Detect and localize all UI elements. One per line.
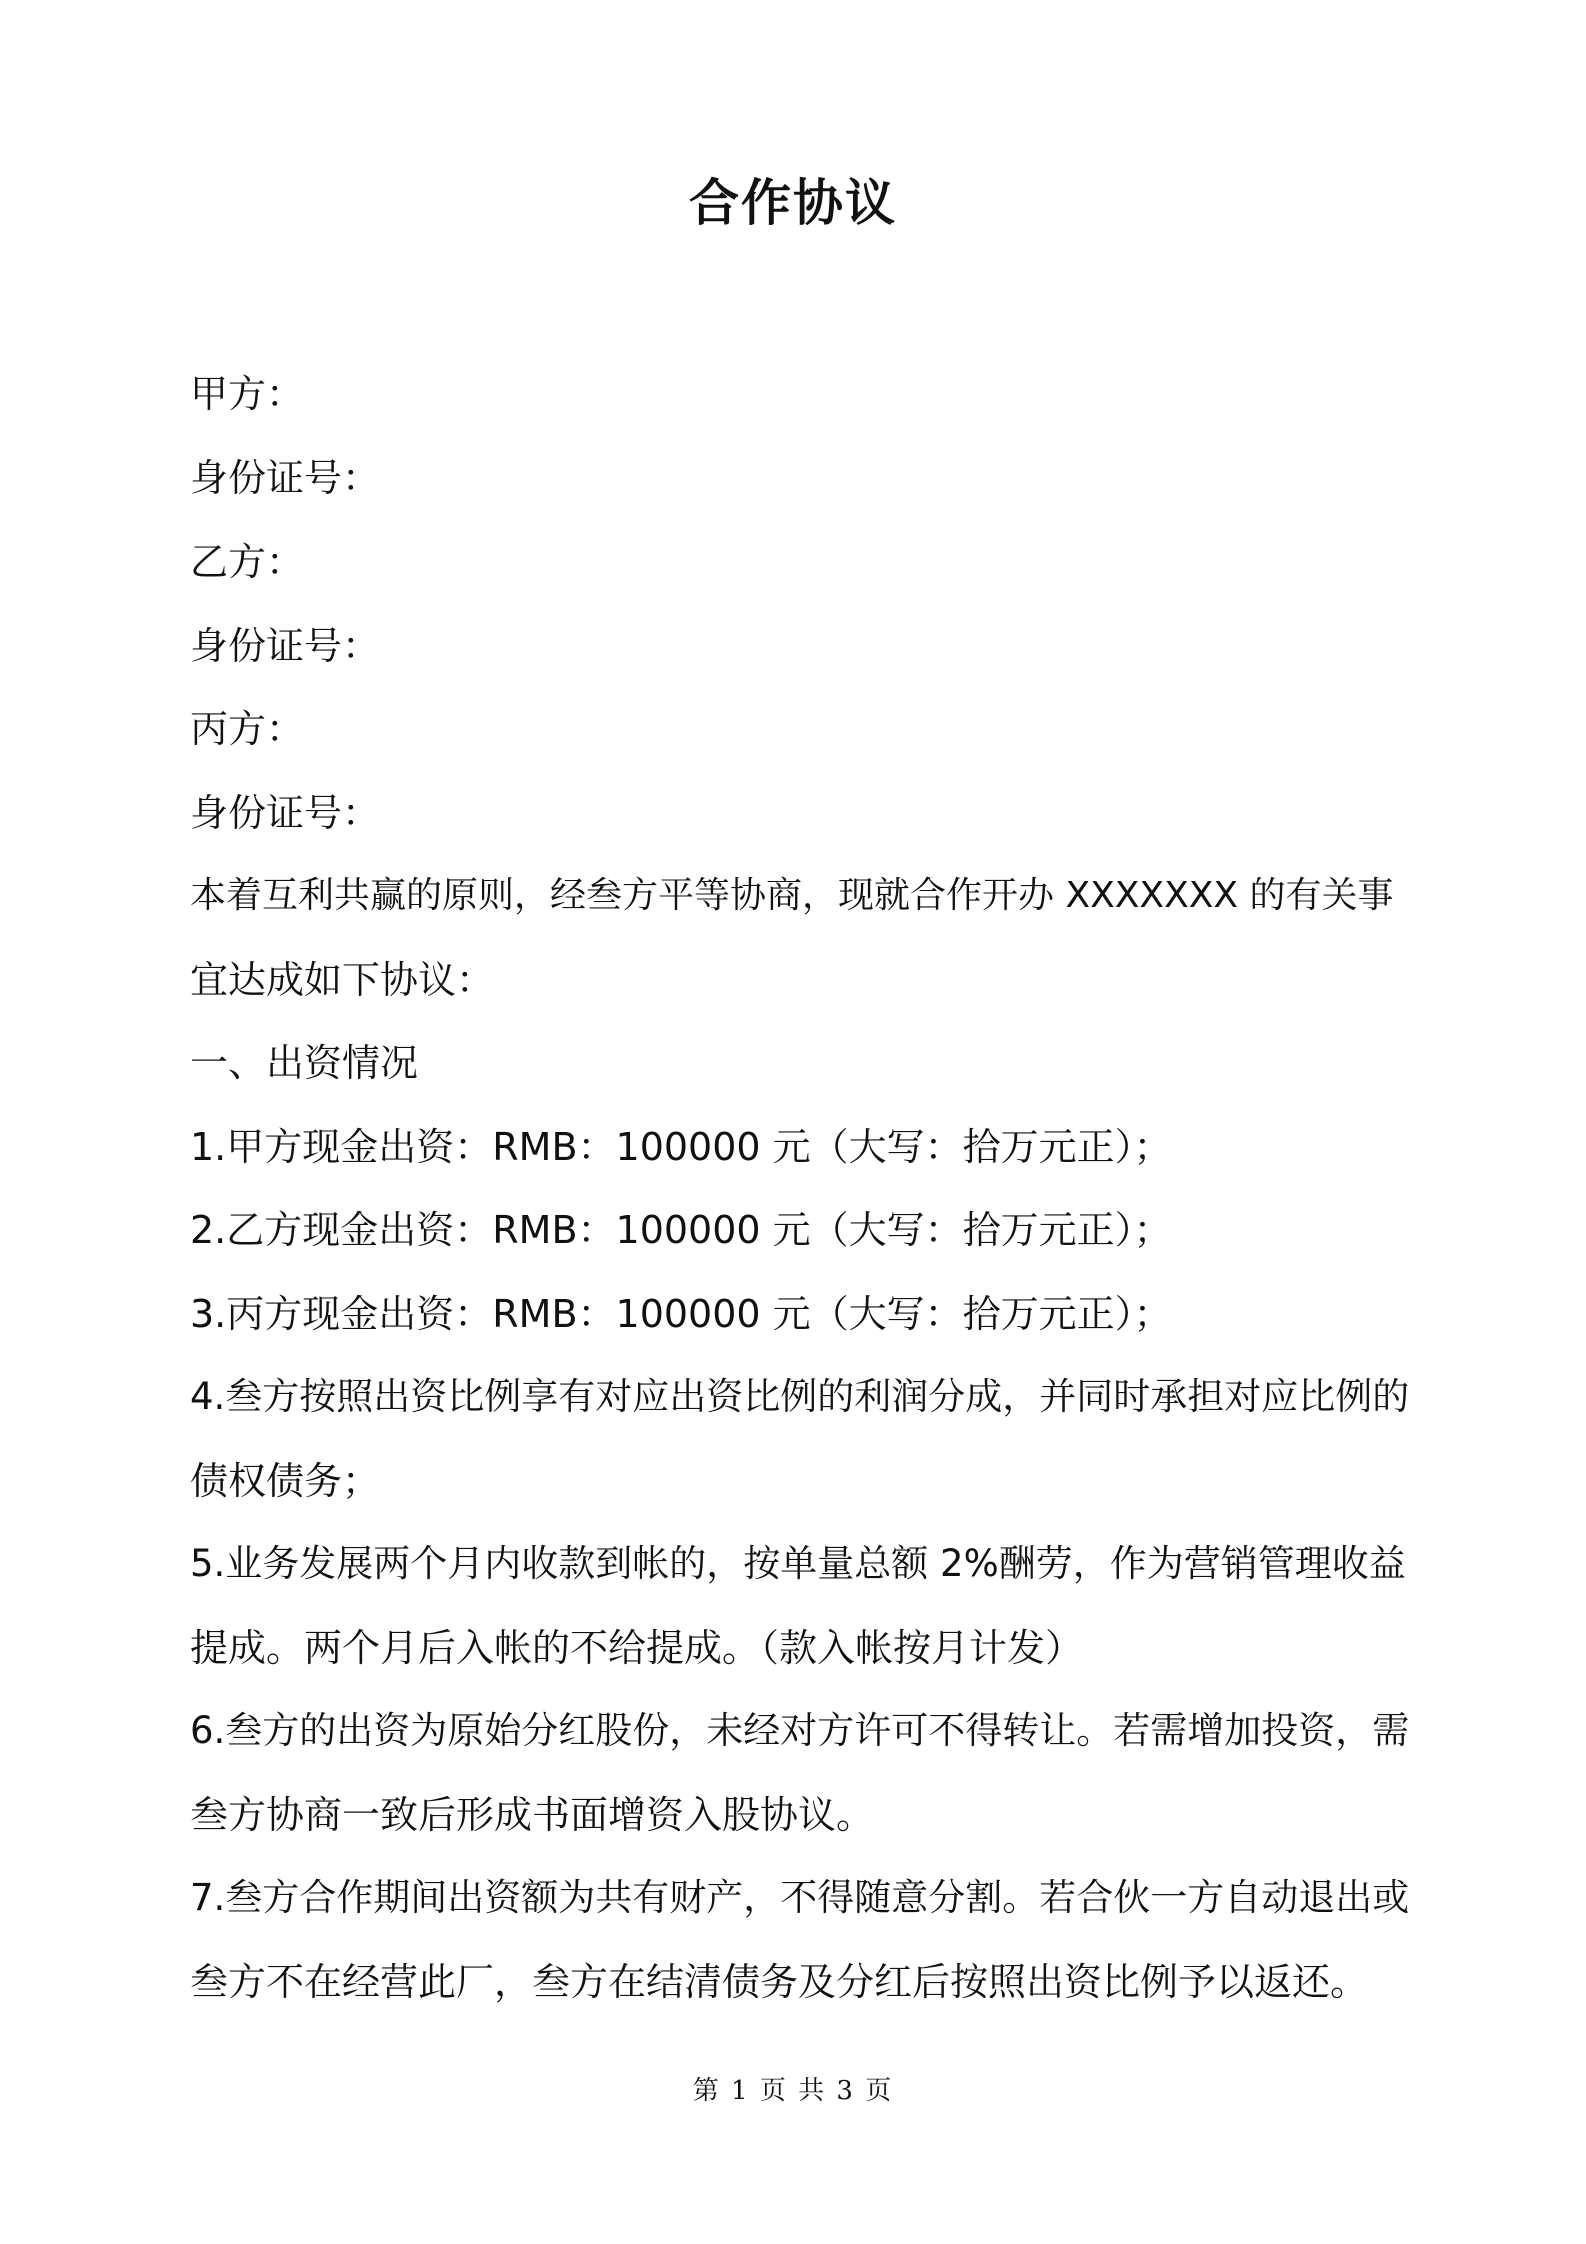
preamble-line-1: 本着互利共赢的原则，经叁方平等协商，现就合作开办 XXXXXXX 的有关事 — [190, 875, 1394, 916]
party-b-id-label: 身份证号： — [190, 624, 381, 668]
clause-4-line-1: 4.叁方按照出资比例享有对应出资比例的利润分成，并同时承担对应比例的 — [190, 1375, 1410, 1418]
clause-5-line-1: 5.业务发展两个月内收款到帐的，按单量总额 2%酬劳，作为营销管理收益 — [190, 1542, 1406, 1585]
party-a-label: 甲方： — [190, 372, 305, 416]
party-b-label: 乙方： — [190, 540, 305, 584]
clause-6-line-1: 6.叁方的出资为原始分红股份，未经对方许可不得转让。若需增加投资，需 — [190, 1709, 1410, 1752]
preamble-line-2: 宜达成如下协议： — [190, 958, 495, 1002]
section-heading-investment: 一、出资情况 — [190, 1041, 419, 1085]
document-title: 合作协议 — [689, 174, 897, 232]
party-c-id-label: 身份证号： — [190, 791, 381, 835]
party-a-id-label: 身份证号： — [190, 456, 381, 500]
clause-7-line-1: 7.叁方合作期间出资额为共有财产，不得随意分割。若合伙一方自动退出或 — [190, 1876, 1410, 1919]
page-number-footer: 第 1 页 共 3 页 — [692, 2076, 894, 2106]
party-c-label: 丙方： — [190, 707, 305, 751]
clause-5-line-2: 提成。两个月后入帐的不给提成。（款入帐按月计发） — [190, 1626, 1084, 1670]
clause-4-line-2: 债权债务； — [190, 1459, 381, 1503]
clause-7-line-2: 叁方不在经营此厂，叁方在结清债务及分红后按照出资比例予以返还。 — [190, 1960, 1369, 2004]
clause-6-line-2: 叁方协商一致后形成书面增资入股协议。 — [190, 1793, 875, 1837]
clause-3: 3.丙方现金出资：RMB：100000 元（大写：拾万元正）； — [190, 1292, 1172, 1336]
clause-2: 2.乙方现金出资：RMB：100000 元（大写：拾万元正）； — [190, 1208, 1172, 1252]
clause-1: 1.甲方现金出资：RMB：100000 元（大写：拾万元正）； — [190, 1125, 1172, 1169]
